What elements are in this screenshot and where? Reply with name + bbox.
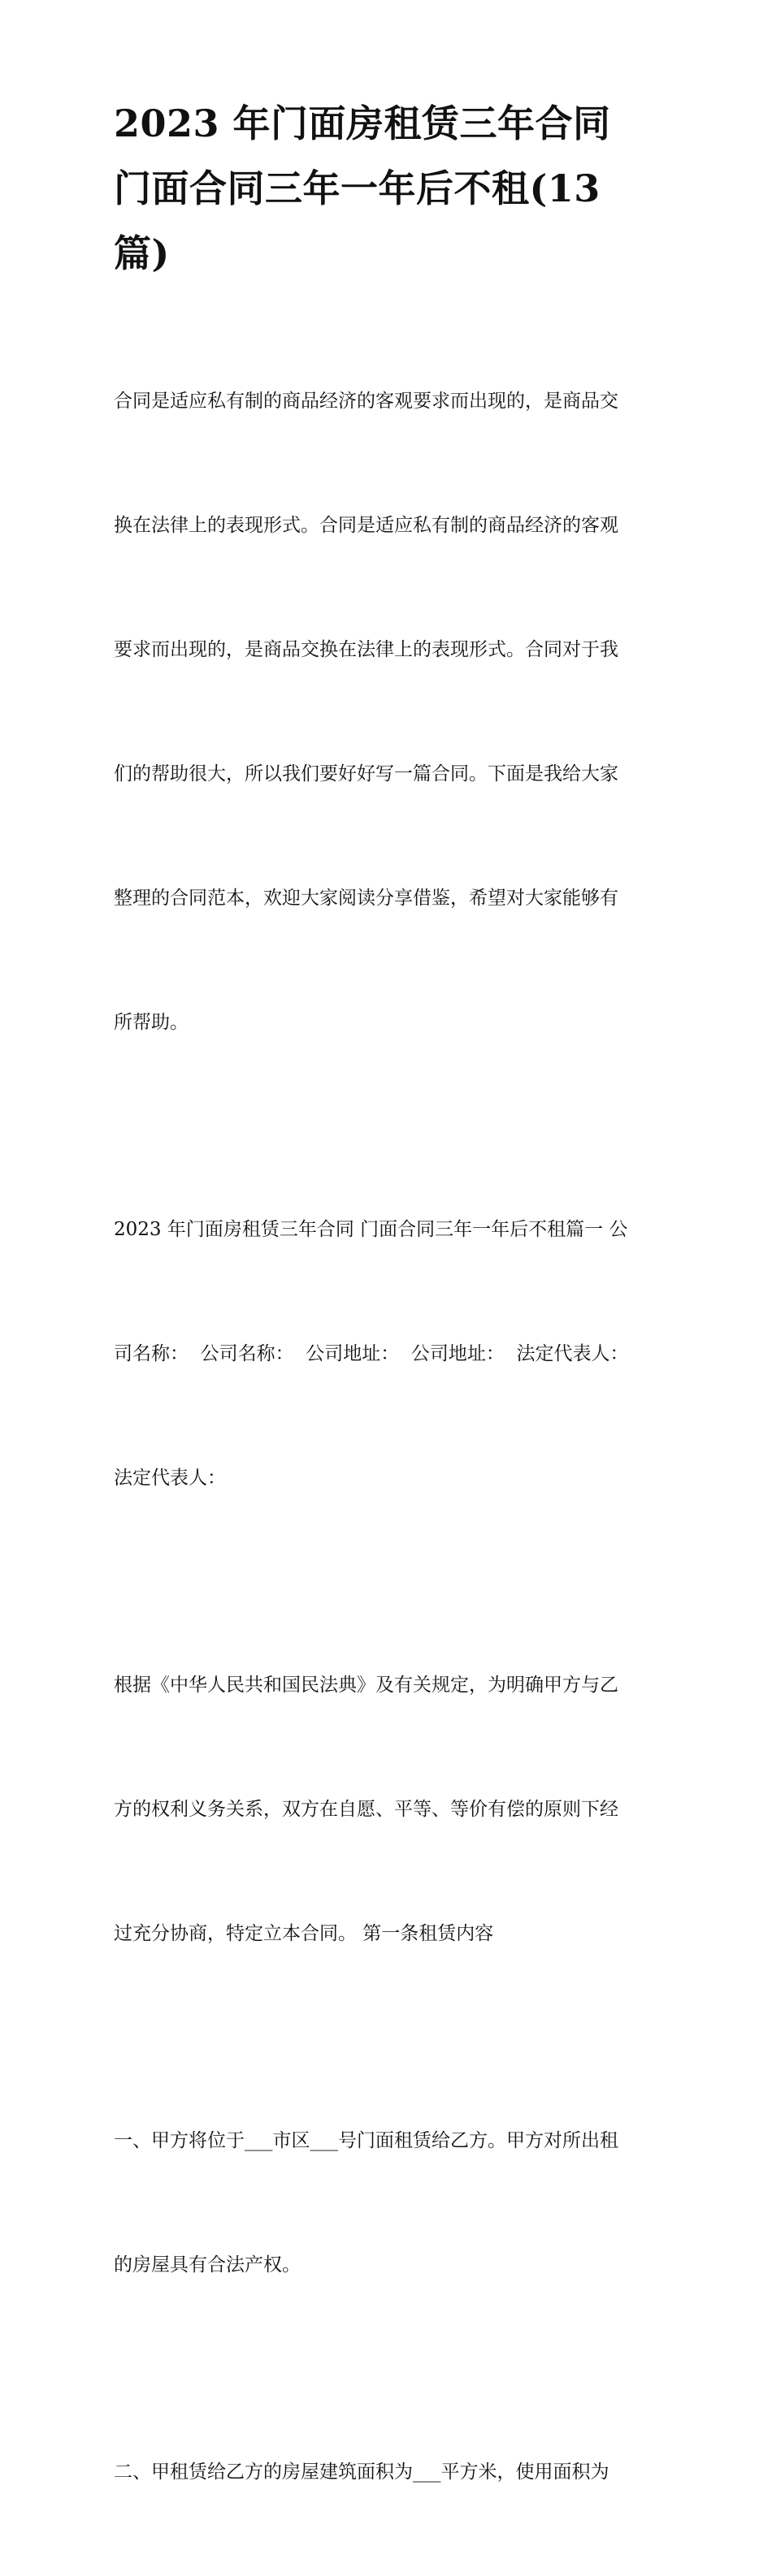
title-line: 2023 年门面房租赁三年合同 [114,102,611,145]
title-line: 篇) [114,231,170,275]
text-line: 整理的合同范本，欢迎大家阅读分享借鉴，希望对大家能够有 [114,888,618,909]
text-line: 一、甲方将位于___市区___号门面租赁给乙方。甲方对所出租 [114,2130,618,2151]
text-line: 方的权利义务关系，双方在自愿、平等、等价有偿的原则下经 [114,1799,618,1820]
text-line: 合同是适应私有制的商品经济的客观要求而出现的，是商品交 [114,391,618,412]
text-line: 司名称： 公司名称： 公司地址： 公司地址： 法定代表人： [114,1343,629,1364]
text-line: 的房屋具有合法产权。 [114,2254,301,2276]
clause-two-paragraph [114,2369,674,2576]
text-line: 过充分协商，特定立本合同。 第一条租赁内容 [114,1923,494,1944]
text-line: 所帮助。 [114,1012,189,1033]
document-page [114,91,674,2576]
intro-paragraph [114,298,674,1126]
text-line: 根据《中华人民共和国民法典》及有关规定，为明确甲方与乙 [114,1675,618,1696]
text-line: 2023 年门面房租赁三年合同 门面合同三年一年后不租篇一 公 [114,1219,628,1240]
text-line: 法定代表人： [114,1467,226,1489]
basis-paragraph [114,1582,674,2038]
text-line: 要求而出现的，是商品交换在法律上的表现形式。合同对于我 [114,639,618,660]
clause-one-paragraph [114,2038,674,2369]
document-title [114,91,674,286]
text-line: 们的帮助很大，所以我们要好好写一篇合同。下面是我给大家 [114,763,618,784]
text-line: 换在法律上的表现形式。合同是适应私有制的商品经济的客观 [114,515,618,536]
title-line: 门面合同三年一年后不租(13 [114,166,601,210]
contract-heading-paragraph [114,1126,674,1582]
text-line: 二、甲租赁给乙方的房屋建筑面积为___平方米，使用面积为 [114,2461,609,2483]
